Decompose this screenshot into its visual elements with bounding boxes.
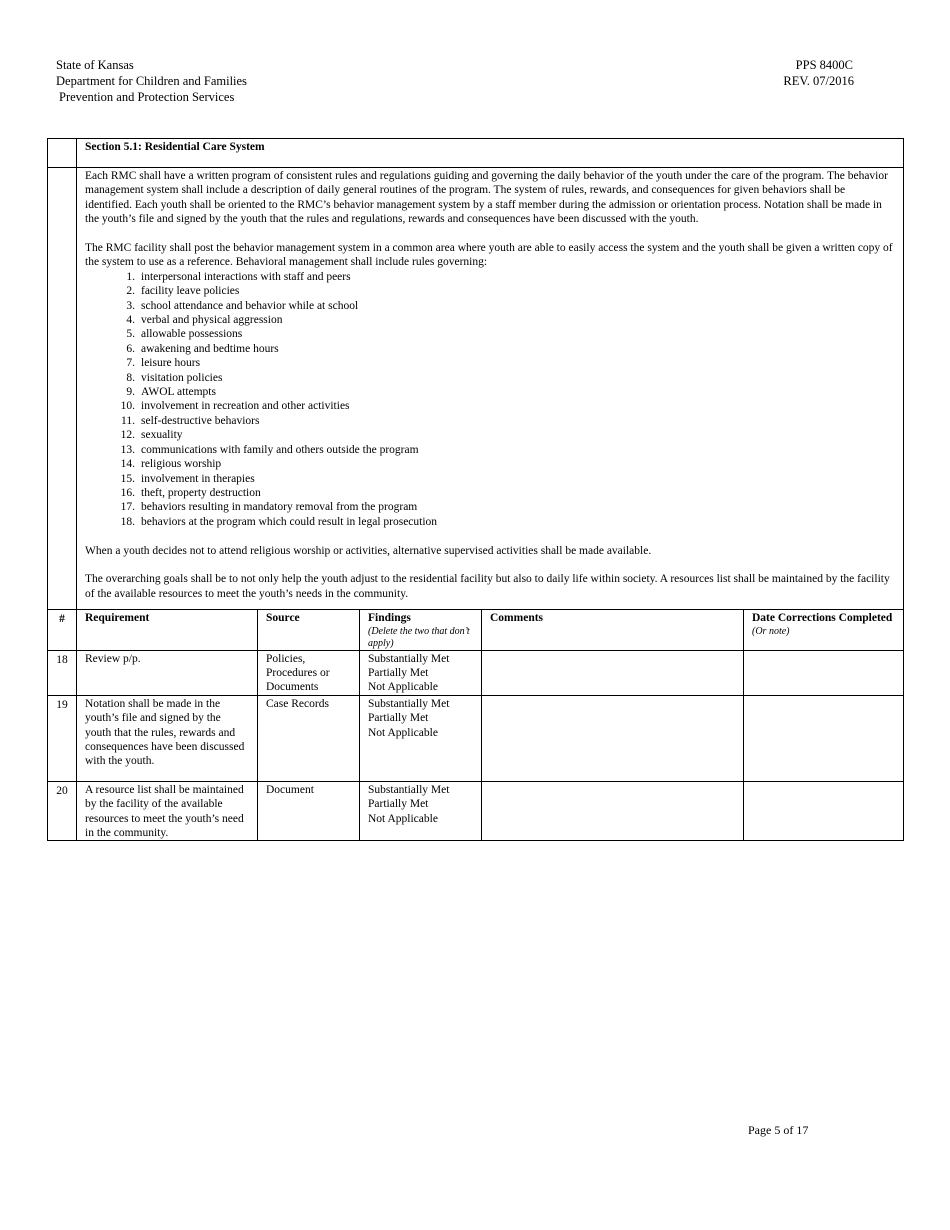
col-header-date-label: Date Corrections Completed: [752, 612, 893, 625]
rule-number: 10.: [120, 400, 135, 413]
row-source: Document: [258, 781, 360, 841]
col-header-source: [258, 610, 360, 650]
rule-number: 12.: [120, 429, 135, 442]
rule-number: 4.: [126, 314, 135, 327]
finding-option: Not Applicable: [368, 726, 438, 739]
row-source: Case Records: [258, 695, 360, 781]
rule-text: religious worship: [141, 458, 222, 471]
rule-item: [85, 457, 893, 471]
rule-item: [85, 327, 893, 341]
rule-item: [85, 342, 893, 356]
rule-text: behaviors resulting in mandatory removal from the program: [141, 501, 418, 514]
rule-number: 14.: [120, 458, 135, 471]
col-header-date: [744, 610, 904, 650]
row-date-completed[interactable]: [744, 695, 904, 781]
finding-option: Substantially Met: [368, 652, 450, 665]
rule-item: [85, 270, 893, 284]
rule-item: [85, 371, 893, 385]
rule-text: involvement in recreation and other activities: [141, 400, 350, 413]
rule-item: [85, 399, 893, 413]
rule-item: [85, 428, 893, 442]
rule-item: [85, 500, 893, 514]
rule-item: [85, 385, 893, 399]
rule-item: [85, 515, 893, 529]
rule-item: [85, 299, 893, 313]
rule-item: [85, 356, 893, 370]
section-paragraph-1: Each RMC shall have a written program of consistent rules and regulations guiding and governing the daily behavior of the youth under the care of the program. The behavior management system shall include a description of daily general routines of the program. The system of rules, rewards, and consequences for given behaviors shall be identified. Each youth shall be oriented to the RMC’s behavior management system by a staff member during the admission or orientation process. Notation shall be made in the youth’s file and signed by the youth that the rules and regulations, rewards and consequences have been discussed with the youth.: [85, 170, 888, 226]
rule-item: [85, 414, 893, 428]
rule-text: self-destructive behaviors: [141, 414, 260, 427]
rule-number: 6.: [126, 342, 135, 355]
table-row: [48, 650, 904, 695]
rule-item: [85, 313, 893, 327]
row-comments[interactable]: [482, 695, 744, 781]
finding-option: Not Applicable: [368, 681, 438, 694]
section-body: [77, 168, 904, 610]
finding-option: Substantially Met: [368, 783, 450, 796]
row-comments[interactable]: [482, 650, 744, 695]
department-name: Department for Children and Families: [56, 74, 247, 88]
section-title: Section 5.1: Residential Care System: [77, 139, 904, 168]
rule-text: behaviors at the program which could result in legal prosecution: [141, 515, 438, 528]
rule-number: 8.: [126, 371, 135, 384]
row-number: 19: [48, 695, 77, 781]
col-header-source-label: Source: [266, 612, 300, 625]
rule-text: involvement in therapies: [141, 472, 255, 485]
form-number: PPS 8400C: [795, 58, 853, 72]
rule-number: 5.: [126, 328, 135, 341]
finding-option: Not Applicable: [368, 812, 438, 825]
rule-text: awakening and bedtime hours: [141, 342, 279, 355]
row-date-completed[interactable]: [744, 781, 904, 841]
rule-text: leisure hours: [141, 357, 201, 370]
col-header-num: #: [48, 610, 77, 650]
row-source: Policies, Procedures or Documents: [258, 650, 360, 695]
row-findings[interactable]: [360, 650, 482, 695]
rule-number: 2.: [126, 285, 135, 298]
rule-text: school attendance and behavior while at school: [141, 299, 359, 312]
row-findings[interactable]: [360, 695, 482, 781]
section-body-row: [48, 168, 904, 610]
rule-number: 7.: [126, 357, 135, 370]
row-requirement: A resource list shall be maintained by the facility of the available resources to meet the youth’s need in the community.: [77, 781, 258, 841]
rule-number: 1.: [126, 270, 135, 283]
row-number: 18: [48, 650, 77, 695]
row-number: 20: [48, 781, 77, 841]
rule-item: [85, 443, 893, 457]
rules-list: [85, 270, 893, 529]
finding-option: Partially Met: [368, 666, 429, 679]
col-header-findings: [360, 610, 482, 650]
rule-text: AWOL attempts: [141, 386, 216, 399]
col-header-comments: [482, 610, 744, 650]
rule-item: [85, 486, 893, 500]
rule-text: interpersonal interactions with staff and peers: [141, 270, 351, 283]
finding-option: Substantially Met: [368, 697, 450, 710]
col-header-findings-note: (Delete the two that don’t apply): [368, 625, 470, 649]
col-header-requirement-label: Requirement: [85, 612, 150, 625]
row-findings[interactable]: [360, 781, 482, 841]
rule-item: [85, 284, 893, 298]
rule-text: visitation policies: [141, 371, 223, 384]
rule-text: allowable possessions: [141, 328, 243, 341]
row-requirement: Notation shall be made in the youth’s file and signed by the youth that the rules, rewards and consequences have been discussed with the youth.: [77, 695, 258, 781]
section-paragraph-4: The overarching goals shall be to not only help the youth adjust to the residential facility but also to daily life within society. A resources list shall be maintained by the facility of the available resources to meet the youth’s needs in the community.: [85, 573, 890, 600]
rule-text: sexuality: [141, 429, 183, 442]
col-header-requirement: [77, 610, 258, 650]
column-header-row: [48, 610, 904, 650]
section-paragraph-2: The RMC facility shall post the behavior management system in a common area where youth are able to easily access the system and the youth shall be given a written copy of the system to use as a reference. Behavioral management shall include rules governing:: [85, 242, 893, 269]
finding-option: Partially Met: [368, 798, 429, 811]
rule-number: 9.: [126, 386, 135, 399]
rule-number: 16.: [120, 486, 135, 499]
rule-item: [85, 472, 893, 486]
section-title-row: [48, 139, 904, 168]
rule-number: 15.: [120, 472, 135, 485]
rule-text: communications with family and others outside the program: [141, 443, 419, 456]
header-left: [56, 57, 247, 105]
row-comments[interactable]: [482, 781, 744, 841]
rule-number: 3.: [126, 299, 135, 312]
section-paragraph-3: When a youth decides not to attend religious worship or activities, alternative supervised activities shall be made available.: [85, 544, 652, 557]
division-name: Prevention and Protection Services: [59, 90, 235, 104]
requirements-table: [47, 138, 904, 841]
rule-text: facility leave policies: [141, 285, 240, 298]
page-number: Page 5 of 17: [748, 1123, 809, 1137]
table-row: [48, 781, 904, 841]
header-right: [783, 57, 853, 89]
rule-text: theft, property destruction: [141, 486, 261, 499]
rule-number: 18.: [120, 515, 135, 528]
rule-number: 13.: [120, 443, 135, 456]
row-date-completed[interactable]: [744, 650, 904, 695]
state-name: State of Kansas: [56, 58, 134, 72]
rule-number: 17.: [120, 501, 135, 514]
rule-number: 11.: [121, 414, 135, 427]
table-row: [48, 695, 904, 781]
col-header-findings-label: Findings: [368, 612, 411, 625]
rule-text: verbal and physical aggression: [141, 314, 283, 327]
finding-option: Partially Met: [368, 712, 429, 725]
section-body-spacer: [48, 168, 77, 610]
section-title-spacer: [48, 139, 77, 168]
col-header-comments-label: Comments: [490, 612, 544, 625]
revision-date: REV. 07/2016: [783, 74, 854, 88]
col-header-date-note: (Or note): [752, 625, 790, 637]
row-requirement: Review p/p.: [77, 650, 258, 695]
